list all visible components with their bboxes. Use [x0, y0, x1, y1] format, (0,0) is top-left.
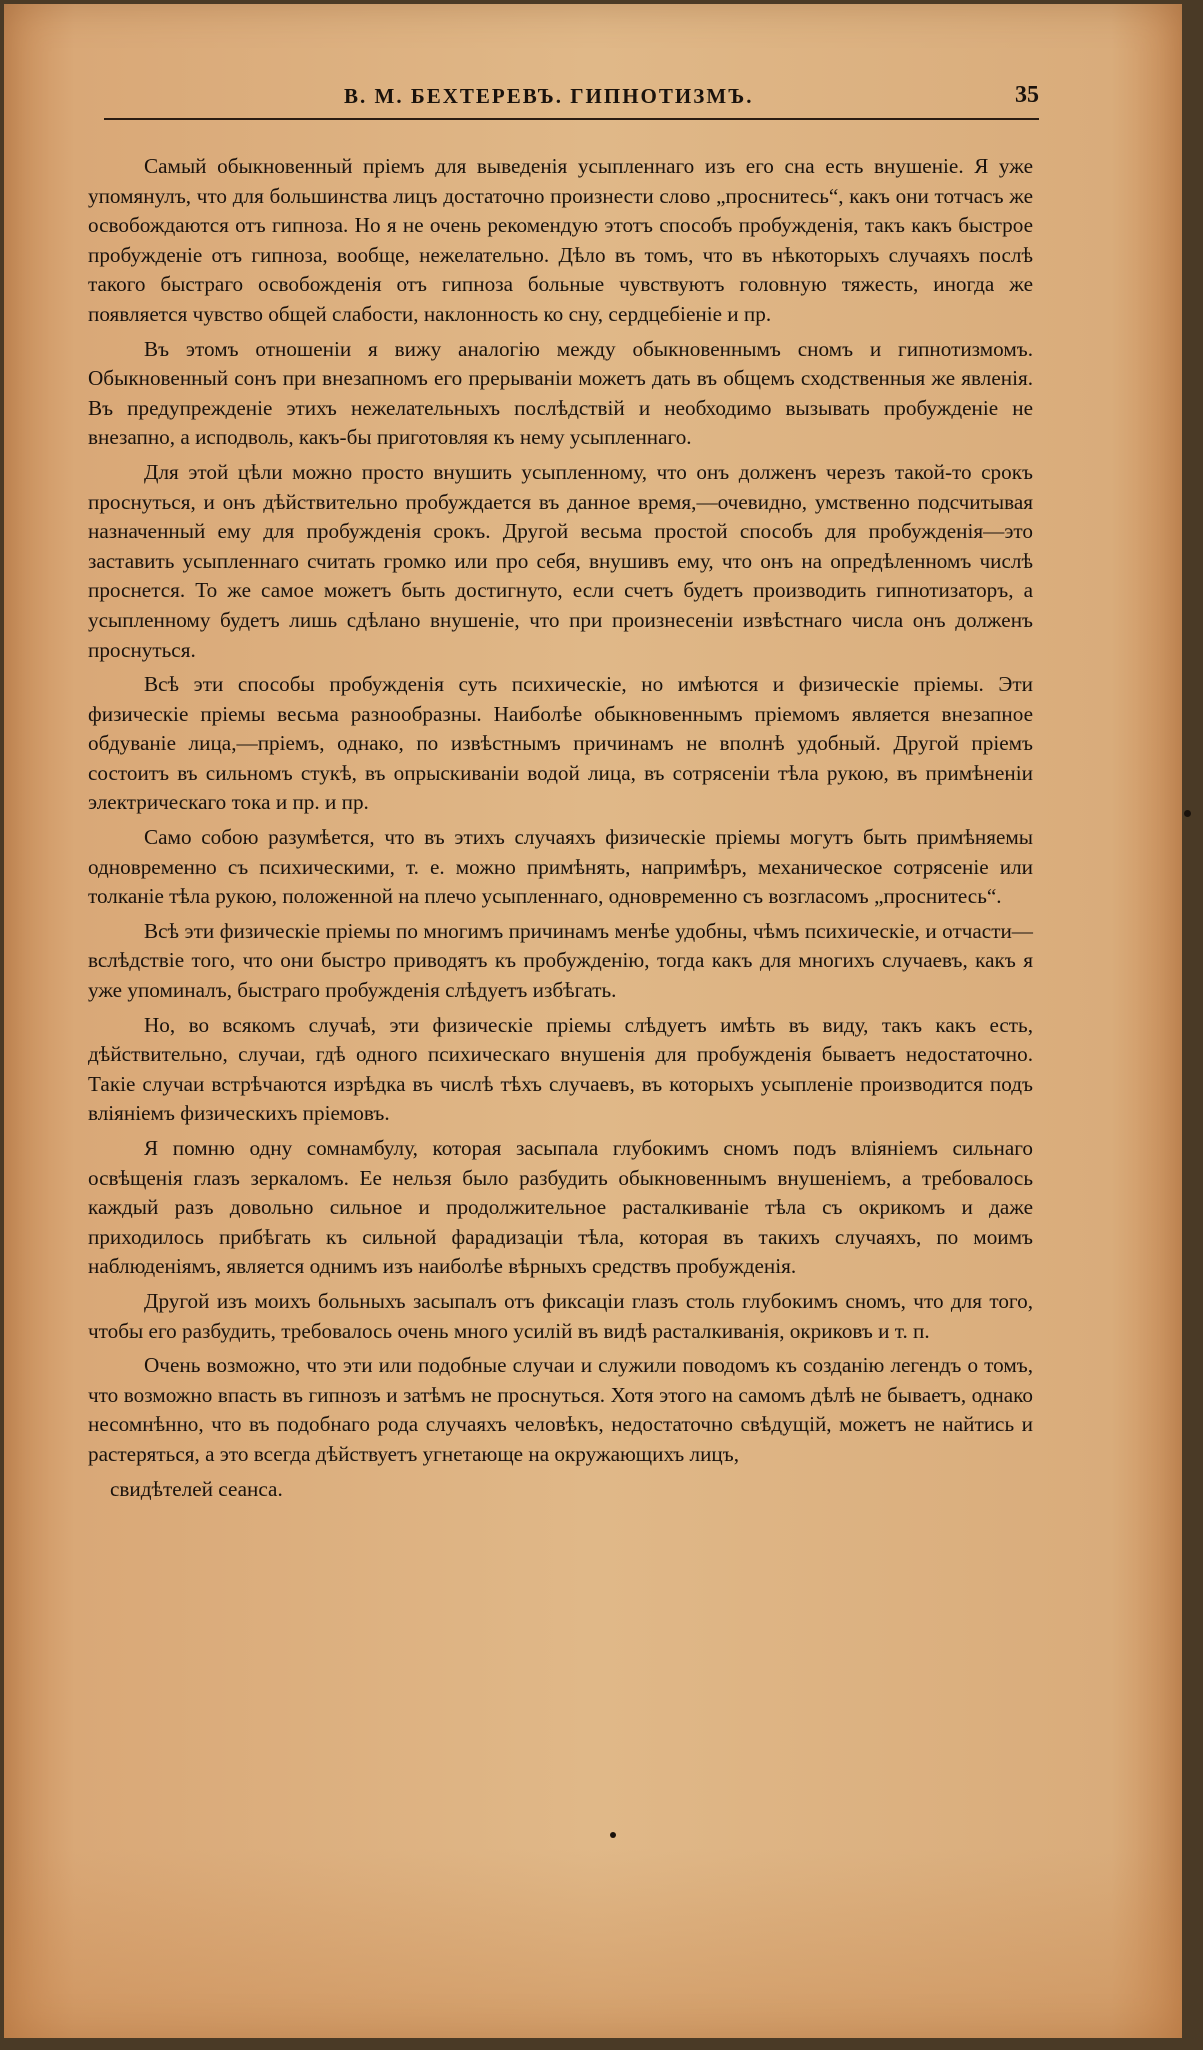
- paragraph: Другой изъ моихъ больныхъ засыпалъ отъ фиксаціи глазъ столь глубокимъ сномъ, что для того, чтобы его разбудить, требовалось очень много усилій въ видѣ расталкиванія, окриковъ и т. п.: [88, 1288, 1033, 1343]
- book-page: [4, 4, 1182, 2038]
- paragraph-closing-line: свидѣтелей сеанса.: [110, 1476, 283, 1501]
- ink-dot-mark: [610, 1832, 616, 1838]
- paragraph: Въ этомъ отношеніи я вижу аналогію между обыкновеннымъ сномъ и гипнотизмомъ. Обыкновенный сонъ при внезапномъ его прерываніи можетъ дать въ общемъ сходственныя же явленія. Въ предупрежденіе этихъ нежелательныхъ послѣдствій и необходимо вызывать пробужденіе не внезапно, а исподволь, какъ-бы приготовляя къ нему усыпленнаго.: [88, 336, 1033, 450]
- paragraph: Всѣ эти физическіе пріемы по многимъ причинамъ менѣе удобны, чѣмъ психическіе, и отчасти—вслѣдствіе того, что они быстро приводятъ къ пробужденію, тогда какъ для многихъ случаевъ, какъ я уже упоминалъ, быстраго пробужденія слѣдуетъ избѣгать.: [88, 918, 1033, 1003]
- paragraph: Всѣ эти способы пробужденія суть психическіе, но имѣются и физическіе пріемы. Эти физическіе пріемы весьма разнообразны. Наиболѣе обыкновеннымъ пріемомъ является внезапное обдуваніе лица,—пріемъ, однако, по извѣстнымъ причинамъ не вполнѣ удобный. Другой пріемъ состоитъ въ сильномъ стукѣ, въ опрыскиваніи водой лица, въ сотрясеніи тѣла рукою, въ примѣненіи электрическаго тока и пр. и пр.: [88, 672, 1033, 815]
- running-head: [104, 82, 1039, 120]
- paragraph: Я помню одну сомнамбулу, которая засыпала глубокимъ сномъ подъ вліяніемъ сильнаго освѣщенія глазъ зеркаломъ. Ее нельзя было разбудить обыкновеннымъ внушеніемъ, а требовалось каждый разъ довольно сильное и продолжительное расталкиваніе тѣла съ окрикомъ и даже приходилось прибѣгать къ сильной фарадизаціи тѣла, которая въ такихъ случаяхъ, по моимъ наблюденіямъ, является однимъ изъ наиболѣе вѣрныхъ средствъ пробужденія.: [88, 1136, 1033, 1279]
- page-number: 35: [1015, 82, 1039, 108]
- paragraph: Самый обыкновенный пріемъ для выведенія усыпленнаго изъ его сна есть внушеніе. Я уже упомянулъ, что для большинства лицъ достаточно произнести слово „проснитесь“, какъ они тотчасъ же освобождаются отъ гипноза. Но я не очень рекомендую этотъ способъ пробужденія, такъ какъ быстрое пробужденіе отъ гипноза, вообще, нежелательно. Дѣло въ томъ, что въ нѣкоторыхъ случаяхъ послѣ такого быстраго освобожденія отъ гипноза больные чувствуютъ головную тяжесть, иногда же появляется чувство общей слабости, наклонность ко сну, сердцебіеніе и пр.: [88, 154, 1033, 326]
- ink-dot-mark: [1184, 810, 1191, 817]
- running-head-title: В. М. БЕХТЕРЕВЪ. ГИПНОТИЗМЪ.: [344, 84, 754, 108]
- paragraph: Само собою разумѣется, что въ этихъ случаяхъ физическіе пріемы могутъ быть примѣняемы одновременно съ психическими, т. е. можно примѣнять, напримѣръ, механическое сотрясеніе или толканіе тѣла рукою, положенной на плечо усыпленнаго, одновременно съ возгласомъ „проснитесь“.: [88, 825, 1033, 909]
- paragraph: Очень возможно, что эти или подобные случаи и служили поводомъ къ созданію легендъ о томъ, что возможно впасть въ гипнозъ и затѣмъ не проснуться. Хотя этого на самомъ дѣлѣ не бываетъ, однако несомнѣнно, что въ подобнаго рода случаяхъ человѣкъ, недостаточно свѣдущій, можетъ не найтись и растеряться, а это всегда дѣйствуетъ угнетающе на окружающихъ лицъ,: [88, 1353, 1033, 1466]
- paragraph: Для этой цѣли можно просто внушить усыпленному, что онъ долженъ черезъ такой-то срокъ проснуться, и онъ дѣйствительно пробуждается въ данное время,—очевидно, умственно подсчитывая назначенный ему для пробужденія срокъ. Другой весьма простой способъ для пробужденія—это заставить усыпленнаго считать громко или про себя, внушивъ ему, что онъ на опредѣленномъ числѣ проснется. То же самое можетъ быть достигнуто, если счетъ будетъ производить гипнотизаторъ, а усыпленному будетъ лишь сдѣлано внушеніе, что при произнесеніи извѣстнаго числа онъ долженъ проснуться.: [88, 459, 1033, 662]
- paragraph: Но, во всякомъ случаѣ, эти физическіе пріемы слѣдуетъ имѣть въ виду, такъ какъ есть, дѣйствительно, случаи, гдѣ одного психическаго внушенія для пробужденія бываетъ недостаточно. Такіе случаи встрѣчаются изрѣдка въ числѣ тѣхъ случаевъ, въ которыхъ усыпленіе производится подъ вліяніемъ физическихъ пріемовъ.: [88, 1012, 1033, 1126]
- text-body: [88, 152, 1033, 1509]
